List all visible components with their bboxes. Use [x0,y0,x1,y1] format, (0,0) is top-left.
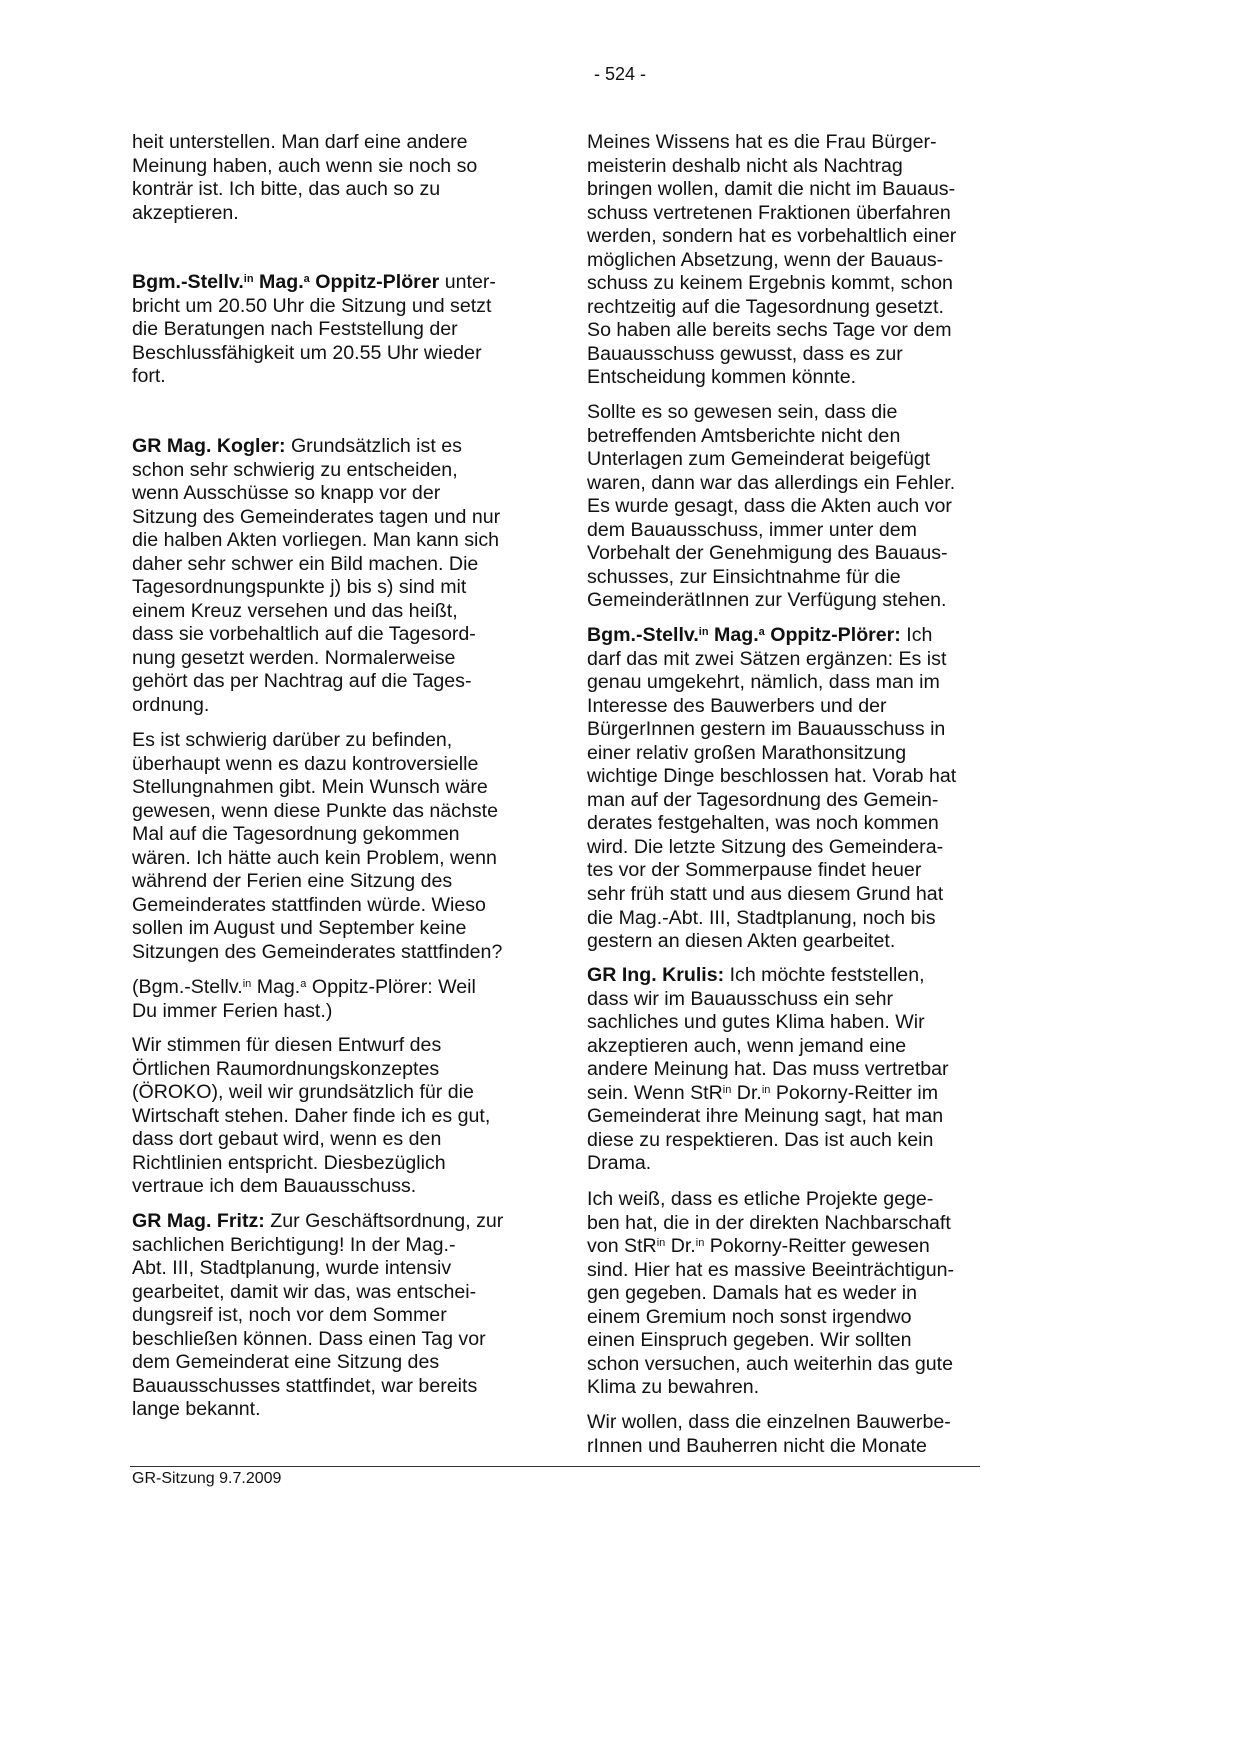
text-line [132,365,572,389]
text-line [132,1234,572,1258]
paragraph [132,1034,572,1199]
text-line [587,1188,1027,1212]
text-line [132,1081,572,1105]
text-line [132,435,572,459]
text: dungsreif ist, noch vor dem Sommer [132,1304,447,1327]
text: die Beratungen nach Feststellung der [132,318,458,341]
text: Gemeinderat ihre Meinung sagt, hat man [587,1105,944,1128]
text: sachlichen Berichtigung! In der Mag.- [132,1233,456,1256]
text-line [132,1328,572,1352]
speaker-name: GR Mag. Kogler: [132,435,286,457]
text-line [132,529,572,553]
text-line [587,1259,1027,1283]
text-line [587,1011,1027,1035]
text: werden, sondern hat es vorbehaltlich einer [587,225,957,248]
text: Dr. [665,1235,696,1258]
text-line [132,600,572,624]
footer-divider [130,1466,980,1467]
text: bricht um 20.50 Uhr die Sitzung und setzt [132,294,492,317]
text: Richtlinien entspricht. Diesbezüglich [132,1151,446,1174]
text: Pokorny-Reitter gewesen [704,1235,930,1258]
text: sehr früh statt und aus diesem Grund hat [587,883,944,906]
text-line [587,671,1027,695]
text-line [132,623,572,647]
text-line [132,1210,572,1234]
speaker-name: GR Mag. Fritz: [132,1210,265,1232]
text: einen Einspruch gegeben. Wir sollten [587,1329,912,1352]
text-line [587,425,1027,449]
superscript: in [656,1237,666,1250]
text-line [587,366,1027,390]
text-line [587,319,1027,343]
text: gen gegeben. Damals hat es weder in [587,1282,918,1305]
text: Ich möchte feststellen, [724,964,925,986]
text: man auf der Tagesordnung des Gemein- [587,788,939,811]
text-line [587,1282,1027,1306]
text: von StR [587,1235,657,1258]
text: Dr. [731,1081,762,1104]
text-line [132,917,572,941]
text-line [132,318,572,342]
text-line [587,883,1027,907]
text-line [587,988,1027,1012]
text-line [587,1129,1027,1153]
text-line [132,894,572,918]
text: gewesen, wenn diese Punkte das nächste [132,799,498,822]
text-line [587,343,1027,367]
text: ordnung. [132,694,210,717]
paragraph [132,1210,572,1422]
text-line [587,1329,1027,1353]
text-line [587,836,1027,860]
speaker-name: Bgm.-Stellv. [587,624,699,646]
text-line [132,1257,572,1281]
text-line [132,753,572,777]
text-line [587,495,1027,519]
text: Drama. [587,1152,652,1175]
paragraph [587,131,1027,390]
text: überhaupt wenn es dazu kontroversielle [132,752,479,775]
text-line [132,202,572,226]
text: derates festgehalten, was noch kommen [587,812,939,835]
text: vertraue ich dem Bauausschuss. [132,1175,417,1198]
text-line [587,1105,1027,1129]
paragraph [587,964,1027,1176]
text: wenn Ausschüsse so knapp vor der [132,482,441,505]
text: gehört das per Nachtrag auf die Tages- [132,670,472,693]
text: Pokorny-Reitter im [770,1081,939,1104]
text: schon sehr schwierig zu entscheiden, [132,458,458,481]
text: bringen wollen, damit die nicht im Bauaus- [587,178,956,201]
text-line [587,1058,1027,1082]
text: Tagesordnungspunkte j) bis s) sind mit [132,576,467,599]
text: diese zu respektieren. Das ist auch kein [587,1128,934,1151]
text: Wir stimmen für diesen Entwurf des [132,1034,442,1056]
text: daher sehr schwer ein Bild machen. Die [132,552,479,575]
text: schon versuchen, auch weiterhin das gute [587,1352,953,1375]
text-line [132,576,572,600]
text: Gemeinderates stattfinden würde. Wieso [132,893,486,916]
text-line [132,1034,572,1058]
text: dem Bauausschuss, immer unter dem [587,518,917,541]
text-line [132,553,572,577]
text-line [132,482,572,506]
text-line [132,694,572,718]
text: andere Meinung hat. Das muss vertretbar [587,1058,949,1081]
text-line [132,178,572,202]
text-line [132,1152,572,1176]
text-line [587,296,1027,320]
text: Sollte es so gewesen sein, dass die [587,401,898,423]
text: dass sie vorbehaltlich auf die Tagesord- [132,623,476,646]
text-line [587,718,1027,742]
text: sind. Hier hat es massive Beeinträchtigun- [587,1258,955,1281]
text-line [587,1376,1027,1400]
text: schusses, zur Einsichtnahme für die [587,565,901,588]
text: wären. Ich hätte auch kein Problem, wenn [132,846,497,869]
text-line [587,519,1027,543]
text: Wirtschaft stehen. Daher finde ich es gut, [132,1104,491,1127]
text: Oppitz-Plörer: Weil [306,976,476,998]
paragraph [132,271,572,389]
text: einer relativ großen Marathonsitzung [587,741,907,764]
text-line [132,823,572,847]
text-line [132,131,572,155]
text: während der Ferien eine Sitzung des [132,870,453,893]
text: dass wir im Bauausschuss ein sehr [587,987,894,1010]
speaker-name: GR Ing. Krulis: [587,964,725,986]
text: betreffenden Amtsberichte nicht den [587,424,901,447]
text: Meinung haben, auch wenn sie noch so [132,154,478,177]
text: heit unterstellen. Man darf eine andere [132,131,468,153]
text-line [132,1175,572,1199]
text-line [587,930,1027,954]
text: die halben Akten vorliegen. Man kann sich [132,529,500,552]
text: Ich weiß, dass es etliche Projekte gege- [587,1188,934,1210]
text: Unterlagen zum Gemeinderat beigefügt [587,448,931,471]
text: So haben alle bereits sechs Tage vor dem [587,319,952,342]
text: akzeptieren auch, wenn jemand eine [587,1034,907,1057]
text: dass dort gebaut wird, wenn es den [132,1128,442,1151]
text: Örtlichen Raumordnungskonzeptes [132,1057,440,1080]
text: einem Kreuz versehen und das heißt, [132,599,458,622]
text: Sitzung des Gemeinderates tagen und nur [132,505,501,528]
text-line [587,742,1027,766]
text-line [132,271,572,295]
text-line [587,1212,1027,1236]
text-line [132,1375,572,1399]
text: Sitzungen des Gemeinderates stattfinden? [132,940,503,963]
text: Wir wollen, dass die einzelnen Bauwerbe- [587,1411,951,1433]
text-line [132,870,572,894]
text: (ÖROKO), weil wir grundsätzlich für die [132,1081,474,1104]
text-line [587,566,1027,590]
text-line [132,459,572,483]
text-line [587,249,1027,273]
text: wird. Die letzte Sitzung des Gemeindera- [587,835,944,858]
text: sollen im August und September keine [132,917,467,940]
text-line [587,1152,1027,1176]
text: Bauausschuss gewusst, dass es zur [587,342,903,365]
text: ben hat, die in der direkten Nachbarschaft [587,1211,951,1234]
paragraph [587,1188,1027,1400]
speaker-name: Mag. [253,271,304,293]
text: Es ist schwierig darüber zu befinden, [132,729,453,751]
text: BürgerInnen gestern im Bauausschuss in [587,718,946,741]
text: unter- [439,271,496,293]
text-line [132,1105,572,1129]
text: möglichen Absetzung, wenn der Bauaus- [587,248,944,271]
text-line [587,448,1027,472]
text: beschließen können. Dass einen Tag vor [132,1327,486,1350]
text: Entscheidung kommen könnte. [587,366,857,389]
text-line [587,907,1027,931]
text-line [132,295,572,319]
text-line [132,976,572,1000]
text-line [587,964,1027,988]
text-line [132,670,572,694]
text: waren, dann war das allerdings ein Fehler. [587,471,956,494]
text: wichtige Dinge beschlossen hat. Vorab hat [587,765,957,788]
text: sein. Wenn StR [587,1081,723,1104]
text: konträr ist. Ich bitte, das auch so zu [132,178,441,201]
text: Ich [900,624,933,646]
text-line [587,272,1027,296]
superscript: a [300,978,307,990]
text: Grundsätzlich ist es [285,435,462,457]
text-line [587,401,1027,425]
text-line [132,729,572,753]
text-line [587,1435,1027,1459]
text-line [132,1304,572,1328]
superscript: in [698,626,709,638]
paragraph [587,401,1027,613]
text-line [132,1058,572,1082]
text-line [132,647,572,671]
superscript: in [243,273,254,285]
text-line [587,695,1027,719]
text: Zur Geschäftsordnung, zur [264,1210,504,1232]
text-line [587,1082,1027,1106]
text: einem Gremium noch sonst irgendwo [587,1305,912,1328]
text-line [587,765,1027,789]
text-line [132,847,572,871]
superscript: in [695,1237,705,1250]
text: lange bekannt. [132,1398,261,1421]
text: fort. [132,365,166,388]
text-line [587,1235,1027,1259]
text-line [587,859,1027,883]
paragraph [132,729,572,964]
text: Bauausschusses stattfindet, war bereits [132,1374,478,1397]
text: (Bgm.-Stellv. [132,976,243,998]
text-line [132,1128,572,1152]
text: Es wurde gesagt, dass die Akten auch vor [587,495,952,518]
text-line [132,1398,572,1422]
text: GemeinderätInnen zur Verfügung stehen. [587,589,947,612]
text-line [587,225,1027,249]
text: Abt. III, Stadtplanung, wurde intensiv [132,1257,452,1280]
superscript: a [758,626,765,638]
paragraph [587,624,1027,954]
text: dem Gemeinderat eine Sitzung des [132,1351,440,1374]
paragraph [132,976,572,1023]
text-line [132,342,572,366]
footer-text: GR-Sitzung 9.7.2009 [132,1470,282,1487]
text-line [132,506,572,530]
paragraph [587,1411,1027,1458]
text: Klima zu bewahren. [587,1376,760,1399]
speaker-name: Oppitz-Plörer [309,271,440,293]
text: gestern an diesen Akten gearbeitet. [587,930,896,953]
text: Vorbehalt der Genehmigung des Bauaus- [587,542,948,565]
text: schuss vertretenen Fraktionen überfahren [587,201,951,224]
text-line [587,202,1027,226]
superscript: in [242,978,252,990]
text-line [587,155,1027,179]
text-line [587,812,1027,836]
text-line [587,1035,1027,1059]
text-line [587,1411,1027,1435]
text-line [132,941,572,965]
superscript: in [761,1083,771,1096]
speaker-name: Bgm.-Stellv. [132,271,244,293]
text: meisterin deshalb nicht als Nachtrag [587,154,903,177]
paragraph [132,435,572,718]
text: Stellungnahmen gibt. Mein Wunsch wäre [132,776,488,799]
page-number: - 524 - [593,64,647,84]
text-line [587,1353,1027,1377]
text-line [587,131,1027,155]
text-line [587,648,1027,672]
text: tes vor der Sommerpause findet heuer [587,859,922,882]
text-line [587,542,1027,566]
text-line [132,776,572,800]
text-line [132,1351,572,1375]
text: akzeptieren. [132,201,239,224]
text: Mal auf die Tagesordnung gekommen [132,823,460,846]
text: Meines Wissens hat es die Frau Bürger- [587,131,937,153]
text-line [132,1281,572,1305]
text: die Mag.-Abt. III, Stadtplanung, noch bis [587,906,936,929]
text: rechtzeitig auf die Tagesordnung gesetzt. [587,295,944,318]
text-line [587,472,1027,496]
text: rInnen und Bauherren nicht die Monate [587,1434,927,1457]
text-line [587,1306,1027,1330]
text-line [132,155,572,179]
text: darf das mit zwei Sätzen ergänzen: Es ist [587,647,947,670]
text-line [587,589,1027,613]
text-line [587,178,1027,202]
text-line [132,800,572,824]
text: gearbeitet, damit wir das, was entschei- [132,1280,477,1303]
text: genau umgekehrt, nämlich, dass man im [587,671,940,694]
superscript: a [303,273,310,285]
text: sachliches und gutes Klima haben. Wir [587,1011,925,1034]
superscript: in [722,1083,732,1096]
text: schuss zu keinem Ergebnis kommt, schon [587,272,953,295]
text: Mag. [251,976,301,998]
text: Interesse des Bauwerbers und der [587,694,887,717]
text-line [132,1000,572,1024]
speaker-name: Oppitz-Plörer: [764,624,901,646]
text: Beschlussfähigkeit um 20.55 Uhr wieder [132,341,482,364]
text-line [587,624,1027,648]
paragraph [132,131,572,225]
text: nung gesetzt werden. Normalerweise [132,646,456,669]
text-line [587,789,1027,813]
text: Du immer Ferien hast.) [132,999,333,1022]
speaker-name: Mag. [708,624,759,646]
